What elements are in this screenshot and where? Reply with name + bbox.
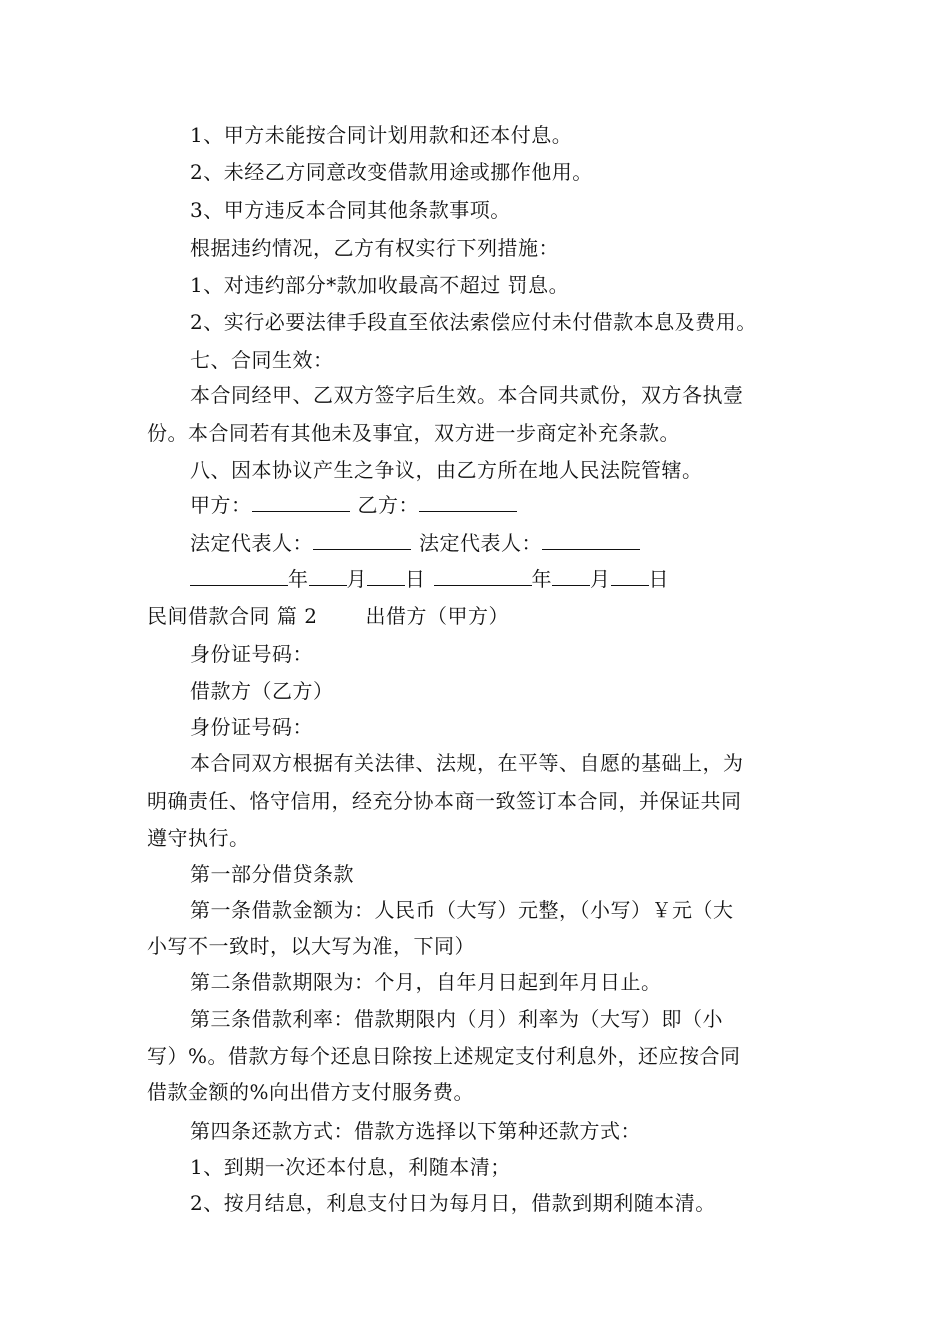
borrower-id-number: 身份证号码：	[190, 715, 313, 739]
signature-parties-line	[190, 491, 517, 519]
party-b-blank	[419, 493, 517, 512]
repayment-option-2: 2、按月结息，利息支付日为每月日，借款到期利随本清。	[190, 1191, 716, 1215]
party-a-label: 甲方：	[190, 493, 252, 517]
date-b-month-blank	[552, 567, 590, 586]
section7-title: 七、合同生效：	[190, 348, 334, 372]
rep-b-blank	[542, 531, 640, 550]
date-b-day-label: 日	[648, 567, 669, 591]
borrower-label: 借款方（乙方）	[190, 679, 334, 703]
preamble-line-1: 本合同双方根据有关法律、法规，在平等、自愿的基础上，为	[190, 751, 744, 775]
breach-case-3: 3、甲方违反本合同其他条款事项。	[190, 198, 511, 222]
article4: 第四条还款方式：借款方选择以下第种还款方式：	[190, 1119, 641, 1143]
party-a-blank	[252, 493, 350, 512]
rep-a-blank	[313, 531, 411, 550]
date-a-day-label: 日	[405, 567, 426, 591]
date-a-month-blank	[309, 567, 347, 586]
date-b-year-label: 年	[531, 567, 552, 591]
date-b-month-label: 月	[590, 567, 611, 591]
section7-body-line-1: 本合同经甲、乙双方签字后生效。本合同共贰份，双方各执壹	[190, 383, 744, 407]
part1-title: 第一部分借贷条款	[190, 862, 354, 886]
measures-intro: 根据违约情况，乙方有权实行下列措施：	[190, 236, 559, 260]
party-b-label: 乙方：	[357, 493, 419, 517]
date-a-day-blank	[367, 567, 405, 586]
measure-1: 1、对违约部分*款加收最高不超过 罚息。	[190, 273, 570, 297]
breach-case-1: 1、甲方未能按合同计划用款和还本付息。	[190, 123, 573, 147]
signature-dates-line	[190, 565, 669, 593]
signature-reps-line	[190, 529, 640, 557]
article1-line-1: 第一条借款金额为：人民币（大写）元整，（小写）￥元（大	[190, 898, 734, 922]
date-a-year-label: 年	[288, 567, 309, 591]
article3-line-3: 借款金额的%向出借方支付服务费。	[147, 1080, 475, 1104]
date-b-day-blank	[611, 567, 649, 586]
measure-2: 2、实行必要法律手段直至依法索偿应付未付借款本息及费用。	[190, 310, 757, 334]
preamble-line-3: 遵守执行。	[147, 826, 250, 850]
rep-a-label: 法定代表人：	[190, 531, 313, 555]
rep-b-label: 法定代表人：	[419, 531, 542, 555]
repayment-option-1: 1、到期一次还本付息，利随本清；	[190, 1155, 511, 1179]
preamble-line-2: 明确责任、恪守信用，经充分协本商一致签订本合同，并保证共同	[147, 789, 742, 813]
article2: 第二条借款期限为：个月，自年月日起到年月日止。	[190, 970, 662, 994]
article3-line-1: 第三条借款利率：借款期限内（月）利率为（大写）即（小	[190, 1007, 723, 1031]
article3-line-2: 写）%。借款方每个还息日除按上述规定支付利息外，还应按合同	[147, 1044, 741, 1068]
lender-id-number: 身份证号码：	[190, 642, 313, 666]
date-b-year-blank	[434, 567, 532, 586]
section8: 八、因本协议产生之争议，由乙方所在地人民法院管辖。	[190, 458, 703, 482]
article1-line-2: 小写不一致时，以大写为准，下同）	[147, 934, 475, 958]
section7-body-line-2: 份。本合同若有其他未及事宜，双方进一步商定补充条款。	[147, 421, 680, 445]
chapter2-heading-line	[147, 602, 509, 630]
chapter2-title: 民间借款合同 篇 2	[147, 604, 318, 628]
date-a-year-blank	[190, 567, 288, 586]
lender-label: 出借方（甲方）	[365, 604, 509, 628]
date-a-month-label: 月	[346, 567, 367, 591]
breach-case-2: 2、未经乙方同意改变借款用途或挪作他用。	[190, 160, 593, 184]
